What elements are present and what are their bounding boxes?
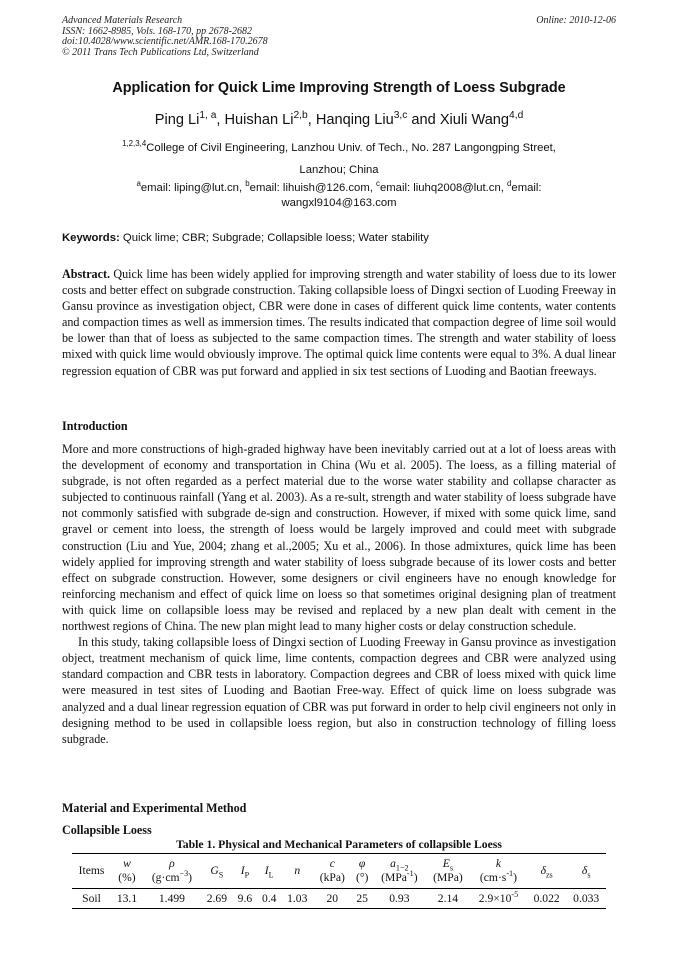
email-text[interactable]: email: liping@lut.cn,: [140, 182, 246, 194]
intro-paragraph-1: More and more constructions of high-graded highway have been inevitably carried out at a lot of loess areas with the development of economy and transportation in China (Wu et al. 2005). The loess, as a filling material of subgrade, is not often regarded as a perfect material due to the worse water stability and collapse character as subjected to continuous rainfall (Yang et al. 2003). As a re-sult, strength and water stability of loess subgrade have not commonly satisfied with subgrade de-sign and construction. However, if mixed with some quick lime, sand gravel or cement into loess, the strength of loess would be largely improved and could meet with subgrade construction (Liu and Yue, 2004; zhang et al.,2005; Xu et al., 2006). In those admixtures, quick lime has been widely applied for improving strength and water stability of loess subgrade because of its lower costs and better effect on subgrade construction. However, some designers or civil engineers have no enough knowledge for reinforcing mechanism and effect of quick lime on loess so that sometimes original designing plan of treatment with quick lime on collapsible loess may be revised and replaced by a new plan dealt with cement in the northwest regions of China. The new plan might lead to many higher costs or delay construction schedule.: [62, 442, 616, 634]
affiliation-line-1: [62, 137, 616, 159]
section-heading-introduction: Introduction: [62, 419, 128, 433]
header-dzs: [527, 854, 566, 889]
cell-k-exp: -5: [511, 890, 519, 900]
abstract-text: Quick lime has been widely applied for improving strength and water stability of loess due to its lower costs and better effect on subgrade construction. Taking collapsible loess of Dingxi section of Luoding Freeway in Gansu province as investigation object, CBR were done in cases of different quick lime contents, water contents and compaction times as well as immersion times. The results indicated that compaction degree of lime soil would be lower than that of loess as subjected to the same compaction times. The strength and water stability of loess mixed with quick lime would obviously improve. The optimal quick lime contents were equal to 3%. A dual linear regression equation of CBR was put forward and applied in six test sections of Luoding and Baotian freeways.: [62, 267, 616, 378]
header-ds-symbol: δ: [581, 864, 588, 877]
affiliation-sup: 1,2,3,4: [122, 139, 147, 149]
header-k-symbol: k: [495, 857, 502, 870]
table-header-row: [72, 854, 606, 889]
header-dzs-symbol: δ: [540, 864, 546, 877]
paper-title: Application for Quick Lime Improving Strength of Loess Subgrade: [112, 80, 566, 96]
cell-phi: 25: [356, 892, 368, 905]
cell-ip: 9.6: [237, 892, 253, 905]
keywords: [62, 232, 616, 244]
cell-a: 0.93: [389, 892, 410, 905]
affiliation: [62, 137, 616, 181]
author-sup: 1, a: [199, 110, 217, 122]
section-heading-materials: Material and Experimental Method: [62, 801, 247, 815]
header-k: [470, 854, 527, 889]
email-list: [62, 181, 616, 211]
author-name: Ping Li: [154, 112, 200, 128]
author-list: [62, 112, 616, 128]
header-phi: [351, 854, 372, 889]
table-caption: Table 1. Physical and Mechanical Parameters of collapsible Loess: [176, 838, 502, 851]
cell-c: 20: [326, 892, 339, 905]
header-phi-symbol: φ: [358, 857, 366, 870]
header-a-unit: (MPa: [381, 871, 407, 884]
affiliation-text: College of Civil Engineering, Lanzhou Univ. of Tech., No. 287 Langongping Street,: [146, 142, 556, 154]
header-a-sub: 1−2: [395, 863, 409, 873]
subsection-heading-loess: Collapsible Loess: [62, 823, 152, 837]
header-es-unit: (MPa): [433, 871, 463, 884]
header-a: [373, 854, 426, 889]
issn-line: ISSN: 1662-8985, Vols. 168-170, pp 2678-2682: [62, 25, 252, 37]
header-rho-close: ): [188, 871, 193, 884]
author-name: Xiuli Wang: [439, 112, 510, 128]
doi-line[interactable]: doi:10.4028/www.scientific.net/AMR.168-170.2678: [62, 36, 268, 47]
cell-n: 1.03: [287, 892, 308, 905]
email-sup: d: [507, 179, 512, 189]
cell-item: Soil: [82, 892, 101, 905]
author-sup: 2,b: [293, 110, 308, 122]
cell-k: [470, 889, 527, 909]
header-w-symbol: w: [123, 857, 131, 870]
abstract: [62, 266, 616, 379]
email-text[interactable]: email: lihuish@126.com,: [249, 182, 377, 194]
author-sep: ,: [216, 112, 225, 128]
email-line-1: [62, 181, 616, 196]
header-phi-unit: (°): [355, 871, 369, 884]
header-a-exp: -1: [406, 869, 414, 879]
header-gs-symbol: G: [210, 864, 219, 877]
header-a-symbol: a: [390, 857, 396, 870]
header-ip-sub: P: [244, 870, 250, 880]
email-sup: c: [376, 179, 380, 189]
header-a-close: ): [413, 871, 418, 884]
header-n-symbol: n: [294, 864, 301, 877]
header-es: [426, 854, 470, 889]
header-ip: [233, 854, 257, 889]
header-gs: [201, 854, 233, 889]
keywords-text: Quick lime; CBR; Subgrade; Collapsible loess; Water stability: [122, 232, 429, 244]
cell-gs: 2.69: [206, 892, 227, 905]
header-il-symbol: I: [264, 864, 269, 877]
cell-ds: 0.033: [573, 892, 600, 905]
header-k-exp: -1: [506, 869, 514, 879]
header-es-sub: s: [449, 863, 454, 873]
cell-dzs: 0.022: [533, 892, 560, 905]
email-sup: b: [245, 179, 250, 189]
header-w: [111, 854, 143, 889]
header-rho-symbol: ρ: [169, 857, 175, 870]
header-rho: [143, 854, 201, 889]
header-n: [281, 854, 313, 889]
table-row: [72, 889, 606, 909]
header-k-close: ): [513, 871, 517, 884]
author-sep: ,: [307, 112, 316, 128]
parameters-table: [72, 853, 606, 909]
header-il-sub: L: [268, 870, 274, 880]
journal-header: [62, 16, 268, 58]
email-text[interactable]: email: liuhq2008@lut.cn,: [379, 182, 508, 194]
cell-il: 0.4: [261, 892, 277, 905]
email-line-2[interactable]: wangxl9104@163.com: [281, 197, 397, 209]
email-text[interactable]: email:: [511, 182, 542, 194]
cell-es: 2.14: [437, 892, 459, 905]
copyright-line: © 2011 Trans Tech Publications Ltd, Switzerland: [62, 46, 259, 58]
author-sup: 4,d: [509, 110, 524, 122]
author-sup: 3,c: [393, 110, 408, 122]
header-il: [257, 854, 281, 889]
header-dzs-sub: zs: [545, 870, 553, 880]
header-ip-symbol: I: [240, 864, 245, 877]
cell-w: 13.1: [116, 892, 138, 905]
online-date: Online: 2010-12-06: [536, 15, 616, 26]
header-gs-sub: S: [218, 870, 224, 880]
header-es-symbol: E: [442, 857, 450, 870]
header-w-unit: (%): [118, 871, 136, 884]
author-name: Hanqing Liu: [315, 112, 394, 128]
author-sep: and: [407, 112, 440, 128]
cell-rho: 1.499: [158, 892, 185, 905]
intro-paragraph-2: In this study, taking collapsible loess of Dingxi section of Luoding Freeway in Gansu province as investigation object, treatment mechanism of quick lime, lime contents, compaction degrees and CBR were analyzed using standard compaction and CBR tests in laboratory. Compaction degrees and CBR of loess mixed with quick lime were measured in test sites of Luoding and Baotian Free-way. Effect of quick lime on loess subgrade was analyzed and a dual linear regression equation of CBR was put forward in order to help civil engineers not only in designing method to be used in collapsible loess region, but also in construction technology of filling loess subgrade.: [62, 635, 616, 746]
header-c-symbol: c: [329, 857, 335, 870]
header-c: [313, 854, 351, 889]
header-items-text: Items: [78, 864, 105, 877]
header-ds: [566, 854, 606, 889]
introduction-body: [62, 441, 616, 747]
header-rho-unit: (g·cm: [151, 871, 180, 884]
keywords-label: Keywords:: [62, 232, 120, 244]
author-name: Huishan Li: [224, 112, 294, 128]
header-rho-exp: −3: [179, 869, 189, 879]
email-sup: a: [136, 179, 141, 189]
cell-k-base: 2.9×10: [478, 892, 512, 905]
header-c-unit: (kPa): [319, 871, 345, 884]
header-ds-sub: s: [587, 870, 591, 880]
journal-name: Advanced Materials Research: [62, 15, 183, 26]
affiliation-line-2: Lanzhou; China: [299, 164, 379, 176]
abstract-label: Abstract.: [62, 267, 111, 281]
header-items: [72, 854, 111, 889]
header-k-unit: (cm·s: [479, 871, 507, 884]
